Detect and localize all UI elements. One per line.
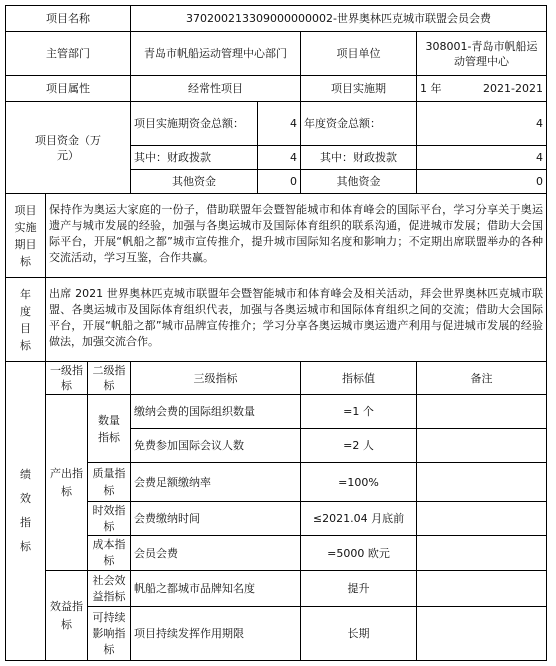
impl-goal-label: 项目实施期目标 — [5, 193, 46, 278]
output-indicator-label: 产出指标 — [45, 394, 88, 571]
funds-other-label: 其他资金 — [130, 169, 258, 194]
header-level2: 二级指标 — [87, 361, 131, 395]
sustain-indicator-label: 可持续影响指标 — [87, 606, 131, 661]
header-level1: 一级指标 — [45, 361, 88, 395]
funds-fiscal-label: 其中：财政拨款 — [130, 145, 258, 170]
quality-indicator-label: 质量指标 — [87, 462, 131, 502]
unit-value: 308001-青岛市帆船运动管理中心 — [416, 31, 547, 76]
project-name-label: 项目名称 — [5, 5, 131, 32]
item-value: 提升 — [300, 570, 417, 607]
item-name: 会费足额缴纳率 — [130, 462, 301, 502]
item-name: 项目持续发挥作用期限 — [130, 606, 301, 661]
item-note — [416, 501, 547, 536]
funds-year-fiscal-label: 其中：财政拨款 — [300, 145, 417, 170]
header-level3: 三级指标 — [130, 361, 301, 395]
item-value: =2 人 — [300, 428, 417, 463]
impl-goal-text: 保持作为奥运大家庭的一份子，借助联盟年会暨智能城市和体育峰会的国际平台，学习分享关于奥运遗产与城市发展的经验，加强与各奥运城市及国际体育组织的联系沟通，促进城市发展；借助大会国际平台，开展“帆船之都”城市宣传推介，提升城市国际知名度和影响力；不定期出席联盟举办的各种交流活动，学习互鉴，合作共赢。 — [45, 193, 547, 278]
item-value: =5000 欧元 — [300, 535, 417, 571]
item-value: =100% — [300, 462, 417, 502]
funds-total-value: 4 — [257, 101, 301, 146]
funds-label: 项目资金（万元） — [5, 101, 131, 194]
dept-value: 青岛市帆船运动管理中心部门 — [130, 31, 301, 76]
period-years: 1 年 — [420, 82, 442, 95]
time-indicator-label: 时效指标 — [87, 501, 131, 536]
quantity-indicator-label: 数量指标 — [87, 394, 131, 463]
year-goal-label: 年度目标 — [5, 277, 46, 362]
funds-total-label: 项目实施期资金总额： — [130, 101, 258, 146]
item-value: ≤2021.04 月底前 — [300, 501, 417, 536]
header-note: 备注 — [416, 361, 547, 395]
perf-label: 绩效指标 — [5, 361, 46, 661]
funds-year-total-value: 4 — [416, 101, 547, 146]
social-indicator-label: 社会效益指标 — [87, 570, 131, 607]
period-label: 项目实施期 — [300, 75, 417, 102]
funds-other-value: 0 — [257, 169, 301, 194]
item-name: 免费参加国际会议人数 — [130, 428, 301, 463]
funds-fiscal-value: 4 — [257, 145, 301, 170]
item-name: 帆船之都城市品牌知名度 — [130, 570, 301, 607]
attr-value: 经常性项目 — [130, 75, 301, 102]
funds-year-fiscal-value: 4 — [416, 145, 547, 170]
dept-label: 主管部门 — [5, 31, 131, 76]
item-name: 缴纳会费的国际组织数量 — [130, 394, 301, 429]
funds-year-other-label: 其他资金 — [300, 169, 417, 194]
period-value — [416, 75, 547, 102]
item-note — [416, 462, 547, 502]
attr-label: 项目属性 — [5, 75, 131, 102]
funds-year-total-label: 年度资金总额： — [300, 101, 417, 146]
cost-indicator-label: 成本指标 — [87, 535, 131, 571]
project-name-value: 370200213309000000002-世界奥林匹克城市联盟会员会费 — [130, 5, 547, 32]
period-range: 2021-2021 — [483, 82, 543, 95]
item-note — [416, 570, 547, 607]
item-name: 会费缴纳时间 — [130, 501, 301, 536]
item-note — [416, 535, 547, 571]
header-value: 指标值 — [300, 361, 417, 395]
item-note — [416, 428, 547, 463]
effect-indicator-label: 效益指标 — [45, 570, 88, 661]
unit-label: 项目单位 — [300, 31, 417, 76]
item-note — [416, 394, 547, 429]
item-value: =1 个 — [300, 394, 417, 429]
item-name: 会员会费 — [130, 535, 301, 571]
item-note — [416, 606, 547, 661]
year-goal-text: 出席 2021 世界奥林匹克城市联盟年会暨智能城市和体育峰会及相关活动，拜会世界奥林匹克城市联盟、各奥运城市及国际体育组织代表，加强与各奥运城市和国际体育组织之间的交流；借助大会国际平台，开展“帆船之都”城市品牌宣传推介；学习分享各奥运城市奥运遗产利用与促进城市发展的经验做法，加强交流合作。 — [45, 277, 547, 362]
funds-year-other-value: 0 — [416, 169, 547, 194]
item-value: 长期 — [300, 606, 417, 661]
